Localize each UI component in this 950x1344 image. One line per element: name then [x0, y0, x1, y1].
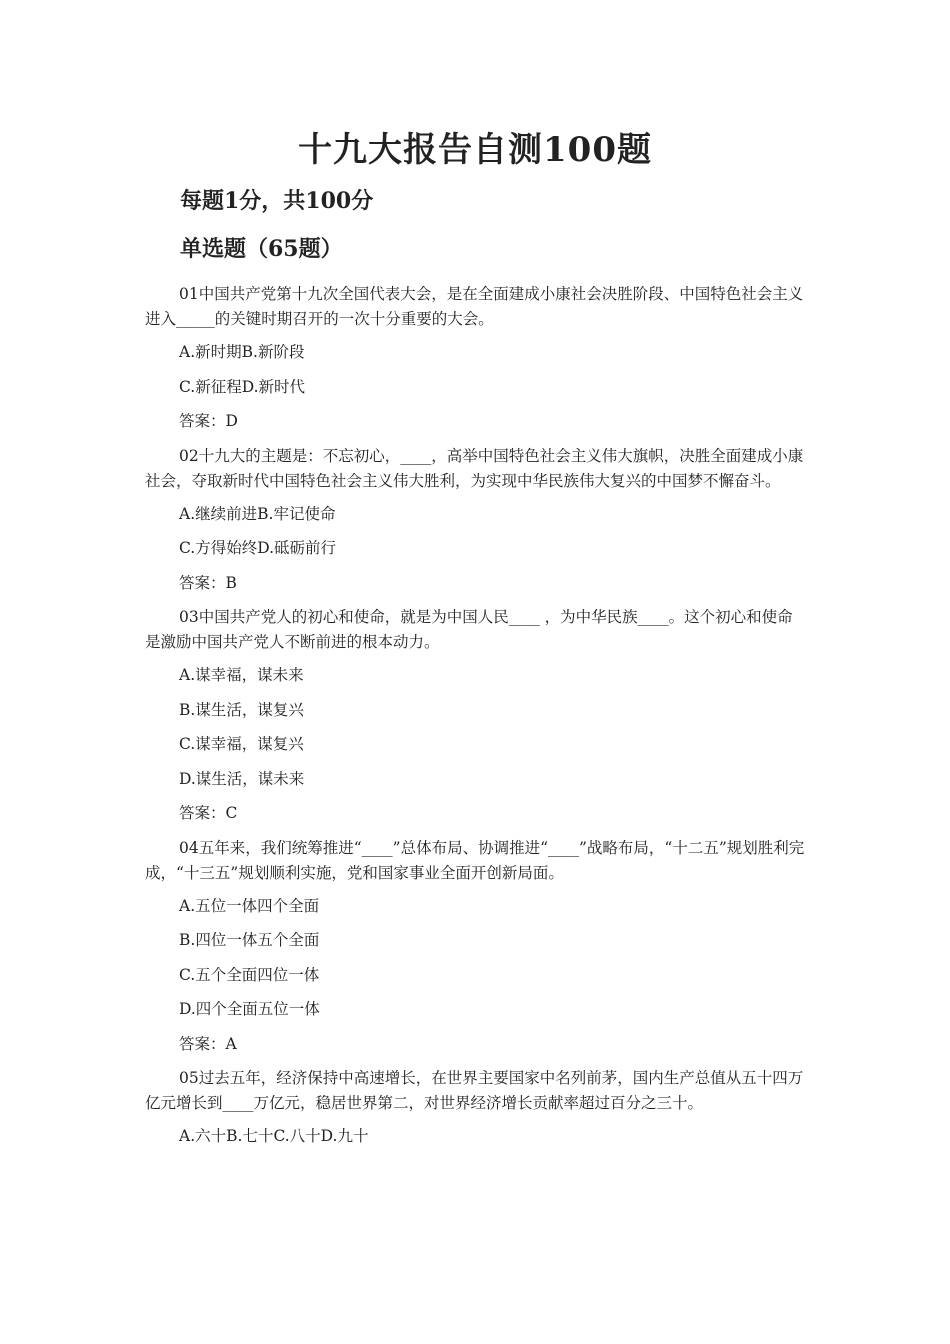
option-line: B.四位一体五个全面 [179, 931, 320, 949]
option-line: D.谋生活，谋未来 [179, 769, 305, 788]
answer-line: 答案：B [179, 573, 237, 592]
option-line: D.四个全面五位一体 [179, 1000, 320, 1018]
answer-line: 答案：D [179, 412, 238, 430]
option-line: C.方得始终D.砥砺前行 [179, 539, 337, 557]
score-note: 每题1分，共100分 [180, 188, 374, 214]
option-line: C.五个全面四位一体 [179, 965, 320, 984]
option-line: A.新时期B.新阶段 [179, 343, 305, 361]
page-title: 十九大报告自测100题 [298, 130, 652, 170]
option-line: A.继续前进B.牢记使命 [179, 504, 336, 523]
question-text: 02十九大的主题是：不忘初心，____，高举中国特色社会主义伟大旗帜，决胜全面建成小康社会，夺取新时代中国特色社会主义伟大胜利，为实现中华民族伟大复兴的中国梦不懈奋斗。 [145, 446, 804, 490]
option-line: C.新征程D.新时代 [179, 377, 306, 396]
answer-line: 答案：A [179, 1034, 237, 1053]
question-text: 01中国共产党第十九次全国代表大会，是在全面建成小康社会决胜阶段、中国特色社会主义进入_____的关键时期召开的一次十分重要的大会。 [145, 285, 804, 328]
question-list [145, 282, 808, 1159]
option-line: C.谋幸福，谋复兴 [179, 735, 304, 753]
question-text: 04五年来，我们统筹推进“____”总体布局、协调推进“____”战略布局，“十二五”规划胜利完成，“十三五”规划顺利实施，党和国家事业全面开创新局面。 [145, 838, 805, 882]
answer-line: 答案：C [179, 804, 238, 822]
question-text: 03中国共产党人的初心和使命，就是为中国人民____ ，为中华民族____。这个初心和使命是激励中国共产党人不断前进的根本动力。 [145, 608, 793, 651]
option-line: A.五位一体四个全面 [179, 896, 320, 915]
question-text: 05过去五年，经济保持中高速增长，在世界主要国家中名列前茅，国内生产总值从五十四万亿元增长到____万亿元，稳居世界第二，对世界经济增长贡献率超过百分之三十。 [145, 1069, 804, 1112]
option-line: B.谋生活，谋复兴 [179, 700, 304, 719]
section-heading: 单选题（65题） [180, 236, 343, 262]
option-line: A.六十B.七十C.八十D.九十 [179, 1127, 369, 1145]
option-line: A.谋幸福，谋未来 [179, 666, 304, 684]
